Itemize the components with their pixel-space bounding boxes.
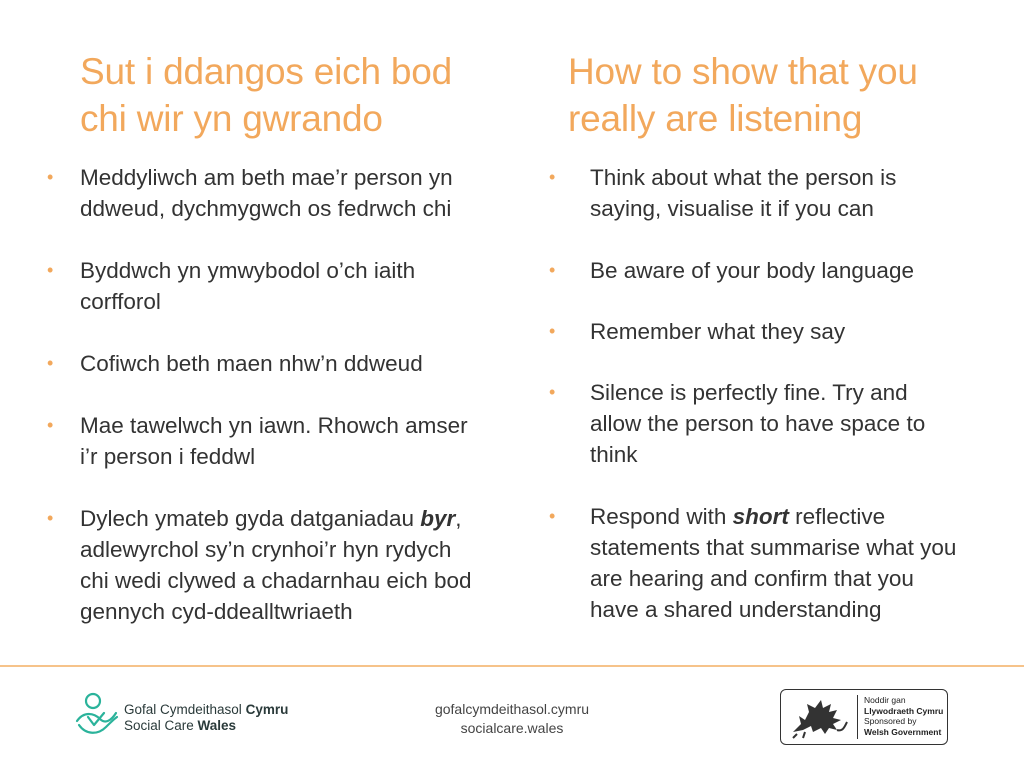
bullet-text: are hearing and confirm that you bbox=[590, 566, 914, 591]
welsh-heading-line: Sut i ddangos eich bod bbox=[80, 51, 453, 92]
social-care-wales-logo bbox=[74, 691, 294, 739]
list-item bbox=[549, 377, 1020, 470]
bullet-text: allow the person to have space to bbox=[590, 411, 926, 436]
bullet-dot-icon: • bbox=[47, 167, 54, 187]
logo-wordmark bbox=[124, 702, 288, 734]
bullet-text: Remember what they say bbox=[590, 319, 846, 344]
english-url-link[interactable]: socialcare.wales bbox=[460, 720, 564, 736]
bullet-text: Silence is perfectly fine. Try and bbox=[590, 380, 908, 405]
footer-urls bbox=[412, 700, 612, 738]
bullet-text: chi wedi clywed a chadarnhau eich bod bbox=[80, 568, 472, 593]
welsh-url-link[interactable]: gofalcymdeithasol.cymru bbox=[434, 701, 590, 717]
bullet-text: Think about what the person is bbox=[590, 165, 897, 190]
badge-text bbox=[864, 695, 943, 737]
english-bullet-list bbox=[549, 162, 1020, 625]
english-heading bbox=[568, 48, 1013, 142]
list-item bbox=[47, 255, 540, 317]
bullet-dot-icon: • bbox=[549, 321, 556, 341]
bullet-dot-icon: • bbox=[549, 382, 556, 402]
bullet-text-segment: , bbox=[455, 506, 462, 531]
bullet-dot-icon: • bbox=[549, 167, 556, 187]
bullet-text: saying, visualise it if you can bbox=[590, 196, 874, 221]
bullet-dot-icon: • bbox=[47, 353, 54, 373]
bullet-text: have a shared understanding bbox=[590, 597, 882, 622]
logo-english-bold: Wales bbox=[197, 718, 237, 733]
list-item bbox=[47, 410, 540, 472]
welsh-heading-line: chi wir yn gwrando bbox=[80, 98, 383, 139]
logo-welsh-bold: Cymru bbox=[245, 702, 289, 717]
welsh-heading bbox=[80, 48, 540, 142]
welsh-dragon-icon bbox=[787, 694, 851, 740]
list-item bbox=[47, 348, 540, 379]
list-item bbox=[549, 255, 1020, 286]
english-column bbox=[549, 48, 1013, 622]
badge-line: Sponsored by bbox=[864, 716, 917, 726]
logo-welsh-text: Gofal Cymdeithasol bbox=[124, 702, 242, 717]
bullet-text-segment: Respond with bbox=[590, 504, 733, 529]
emphasis-text: short bbox=[732, 504, 789, 529]
bullet-text bbox=[590, 501, 1020, 532]
english-heading-line: really are listening bbox=[568, 98, 863, 139]
bullet-text: i’r person i feddwl bbox=[80, 444, 256, 469]
badge-separator bbox=[857, 695, 858, 739]
bullet-text: Be aware of your body language bbox=[590, 258, 914, 283]
bullet-text: corfforol bbox=[80, 289, 161, 314]
list-item bbox=[549, 316, 1020, 347]
bullet-text: ddweud, dychmygwch os fedrwch chi bbox=[80, 196, 452, 221]
list-item bbox=[47, 503, 540, 627]
badge-line: Llywodraeth Cymru bbox=[864, 705, 944, 716]
footer bbox=[0, 667, 1024, 768]
badge-line: Noddir gan bbox=[864, 695, 906, 705]
bullet-text-segment: reflective bbox=[788, 504, 886, 529]
emphasis-text: byr bbox=[420, 506, 456, 531]
bullet-dot-icon: • bbox=[549, 260, 556, 280]
badge-line: Welsh Government bbox=[864, 726, 942, 737]
bullet-text: Byddwch yn ymwybodol o’ch iaith bbox=[80, 258, 416, 283]
list-item bbox=[549, 162, 1020, 224]
welsh-government-badge bbox=[780, 689, 948, 745]
logo-english-text: Social Care bbox=[124, 718, 194, 733]
bullet-dot-icon: • bbox=[47, 260, 54, 280]
list-item bbox=[47, 162, 540, 224]
bullet-text: Cofiwch beth maen nhw’n ddweud bbox=[80, 351, 423, 376]
list-item bbox=[549, 501, 1020, 625]
english-heading-line: How to show that you bbox=[568, 51, 918, 92]
bullet-text: adlewyrchol sy’n crynhoi’r hyn rydych bbox=[80, 537, 452, 562]
bullet-text: think bbox=[590, 442, 638, 467]
welsh-bullet-list bbox=[47, 162, 540, 627]
bullet-text-segment: Dylech ymateb gyda datganiadau bbox=[80, 506, 421, 531]
bullet-text: gennych cyd-ddealltwriaeth bbox=[80, 599, 353, 624]
bullet-text: Mae tawelwch yn iawn. Rhowch amser bbox=[80, 413, 468, 438]
bullet-dot-icon: • bbox=[47, 415, 54, 435]
bullet-text bbox=[80, 503, 540, 534]
welsh-column bbox=[47, 48, 540, 624]
bullet-text: Meddyliwch am beth mae’r person yn bbox=[80, 165, 453, 190]
bullet-dot-icon: • bbox=[47, 508, 54, 528]
social-care-wales-logo-icon bbox=[74, 691, 120, 739]
bullet-text: statements that summarise what you bbox=[590, 535, 957, 560]
bullet-dot-icon: • bbox=[549, 506, 556, 526]
